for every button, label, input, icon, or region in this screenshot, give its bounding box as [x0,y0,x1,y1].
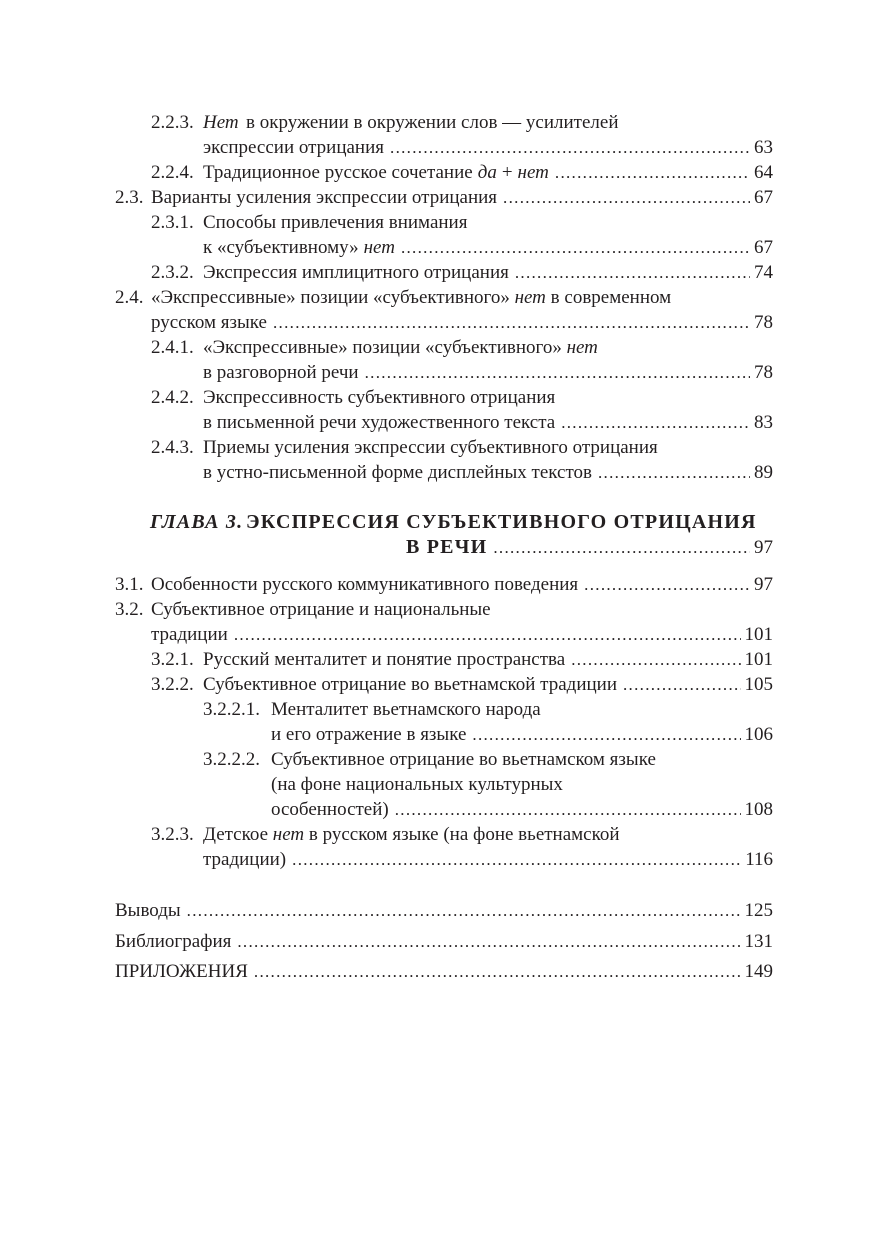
page-number: 97 [754,574,773,595]
chapter-heading-cont [0,535,875,560]
toc-entry-3-2-2-2 [0,747,875,772]
dot-leader [598,460,750,485]
dot-leader [234,622,741,647]
entry-title: традиции) [203,849,287,870]
dot-leader [292,847,741,872]
entry-title: Экспрессия имплицитного отрицания [203,262,509,283]
dot-leader [503,185,750,210]
entry-title: Экспрессивность субъективного отрицания [203,387,556,408]
entry-title: Традиционное русское сочетание [203,162,473,183]
entry-title: традиции [151,624,228,645]
toc-entry-bibliography [0,929,875,954]
entry-title-part: «Экспрессивные» позиции «субъективного» [203,337,562,358]
dot-leader [571,647,740,672]
entry-title-part: в русском языке (на фоне вьетнамской [308,824,620,845]
toc-entry-2-4-3-cont [0,460,875,485]
entry-title-part: Детское [203,824,269,845]
entry-number: 3.2.1. [151,649,194,670]
page-number: 97 [754,537,773,558]
dot-leader [584,572,750,597]
dot-leader [472,722,740,747]
page-number: 64 [754,162,773,183]
entry-number: 2.3.2. [151,262,194,283]
entry-title [151,285,671,310]
toc-entry-2-4-2 [0,385,875,410]
entry-number: 3.1. [115,574,144,595]
toc-entry-3-2-3 [0,822,875,847]
dot-leader [365,360,750,385]
entry-number: 3.2.2.1. [203,699,260,720]
entry-number: 3.2.3. [151,824,194,845]
dot-leader [254,959,741,984]
entry-title: Способы привлечения внимания [203,212,468,233]
entry-number: 3.2. [115,599,144,620]
dot-leader [273,310,750,335]
entry-italic-word: да [477,162,497,183]
entry-title: Особенности русского коммуникативного поведения [151,574,579,595]
toc-entry-3-2-2-1 [0,697,875,722]
entry-title: Менталитет вьетнамского народа [271,699,541,720]
dot-leader [555,160,750,185]
entry-title [203,335,598,360]
page-number: 101 [744,624,773,645]
chapter-label: ГЛАВА 3. [150,511,244,533]
chapter-title: В РЕЧИ [406,536,488,558]
page-number: 74 [754,262,773,283]
toc-entry-2-4-2-cont [0,410,875,435]
dot-leader [515,260,750,285]
entry-number: 2.2.3. [151,112,194,133]
entry-title-part: «Экспрессивные» позиции «субъективного» [151,287,510,308]
entry-title: Субъективное отрицание и национальные [151,599,491,620]
dot-leader [237,929,740,954]
page-number: 149 [744,961,773,982]
page-number: 78 [754,312,773,333]
entry-number: 3.2.2.2. [203,749,260,770]
toc-entry-2-2-4 [0,160,875,185]
page-number: 105 [744,674,773,695]
entry-title: особенностей) [271,799,389,820]
toc-entry-2-3-1 [0,210,875,235]
entry-title: Русский менталитет и понятие пространства [203,649,566,670]
entry-title: русском языке [151,312,267,333]
plus-sign: + [501,162,513,183]
entry-italic-word: Нет [203,112,239,133]
entry-title: Варианты усиления экспрессии отрицания [151,187,498,208]
entry-title: экспрессии отрицания [203,137,385,158]
entry-number: 2.3.1. [151,212,194,233]
entry-number: 2.3. [115,187,144,208]
entry-title: Субъективное отрицание во вьетнамской традиции [203,674,617,695]
toc-entry-2-4 [0,285,875,310]
entry-number: 2.4. [115,287,144,308]
entry-title: Библиография [115,931,232,952]
dot-leader [187,898,741,923]
chapter-heading [0,510,875,535]
page-number: 101 [744,649,773,670]
entry-title: в разговорной речи [203,362,359,383]
dot-leader [401,235,750,260]
page-number: 67 [754,187,773,208]
entry-title: в устно-письменной форме дисплейных текстов [203,462,592,483]
page-number: 106 [744,724,773,745]
entry-title: ПРИЛОЖЕНИЯ [115,961,248,982]
toc-entry-3-2-2-2-cont2 [0,797,875,822]
entry-number: 2.4.3. [151,437,194,458]
toc-entry-2-4-3 [0,435,875,460]
entry-title: Субъективное отрицание во вьетнамском языке [271,749,656,770]
page-number: 116 [745,849,773,870]
toc-entry-2-4-1-cont [0,360,875,385]
toc-entry-3-1 [0,572,875,597]
entry-title: к «субъективному» [203,237,359,258]
toc-entry-3-2 [0,597,875,622]
entry-title [203,822,620,847]
dot-leader [561,410,750,435]
entry-title: и его отражение в языке [271,724,467,745]
entry-title-part: в современном [550,287,672,308]
toc-entry-2-2-3 [0,110,875,135]
entry-title: Выводы [115,900,181,921]
page-number: 89 [754,462,773,483]
toc-entry-2-2-3-cont [0,135,875,160]
entry-italic-word: нет [363,237,395,258]
toc-entry-2-4-1 [0,335,875,360]
dot-leader [395,797,741,822]
entry-italic-word: нет [566,337,598,358]
page-number: 67 [754,237,773,258]
chapter-title: ЭКСПРЕССИЯ СУБЪЕКТИВНОГО ОТРИЦАНИЯ [246,511,757,533]
toc-entry-3-2-2-1-cont [0,722,875,747]
toc-entry-2-4-cont [0,310,875,335]
toc-entry-2-3 [0,185,875,210]
dot-leader [493,535,750,560]
entry-title: (на фоне национальных культурных [271,774,563,795]
entry-title: в окружении в окружении слов — усилителей [246,112,619,133]
toc-entry-3-2-1 [0,647,875,672]
toc-entry-3-2-2-2-cont [0,772,875,797]
toc-entry-2-3-2 [0,260,875,285]
page-number: 83 [754,412,773,433]
dot-leader [623,672,741,697]
entry-number: 2.2.4. [151,162,194,183]
dot-leader [390,135,750,160]
toc-entry-2-3-1-cont [0,235,875,260]
entry-number: 2.4.2. [151,387,194,408]
page-number: 131 [744,931,773,952]
toc-entry-appendices [0,959,875,984]
toc-entry-3-2-2 [0,672,875,697]
entry-title: Приемы усиления экспрессии субъективного отрицания [203,437,658,458]
toc-entry-conclusions [0,898,875,923]
entry-number: 2.4.1. [151,337,194,358]
entry-italic-word: нет [514,287,546,308]
page-number: 78 [754,362,773,383]
page-number: 125 [744,900,773,921]
entry-title: в письменной речи художественного текста [203,412,556,433]
page-number: 63 [754,137,773,158]
entry-italic-word: нет [517,162,549,183]
toc-entry-3-2-cont [0,622,875,647]
page-number: 108 [744,799,773,820]
entry-italic-word: нет [272,824,305,845]
entry-number: 3.2.2. [151,674,194,695]
toc-entry-3-2-3-cont [0,847,875,872]
